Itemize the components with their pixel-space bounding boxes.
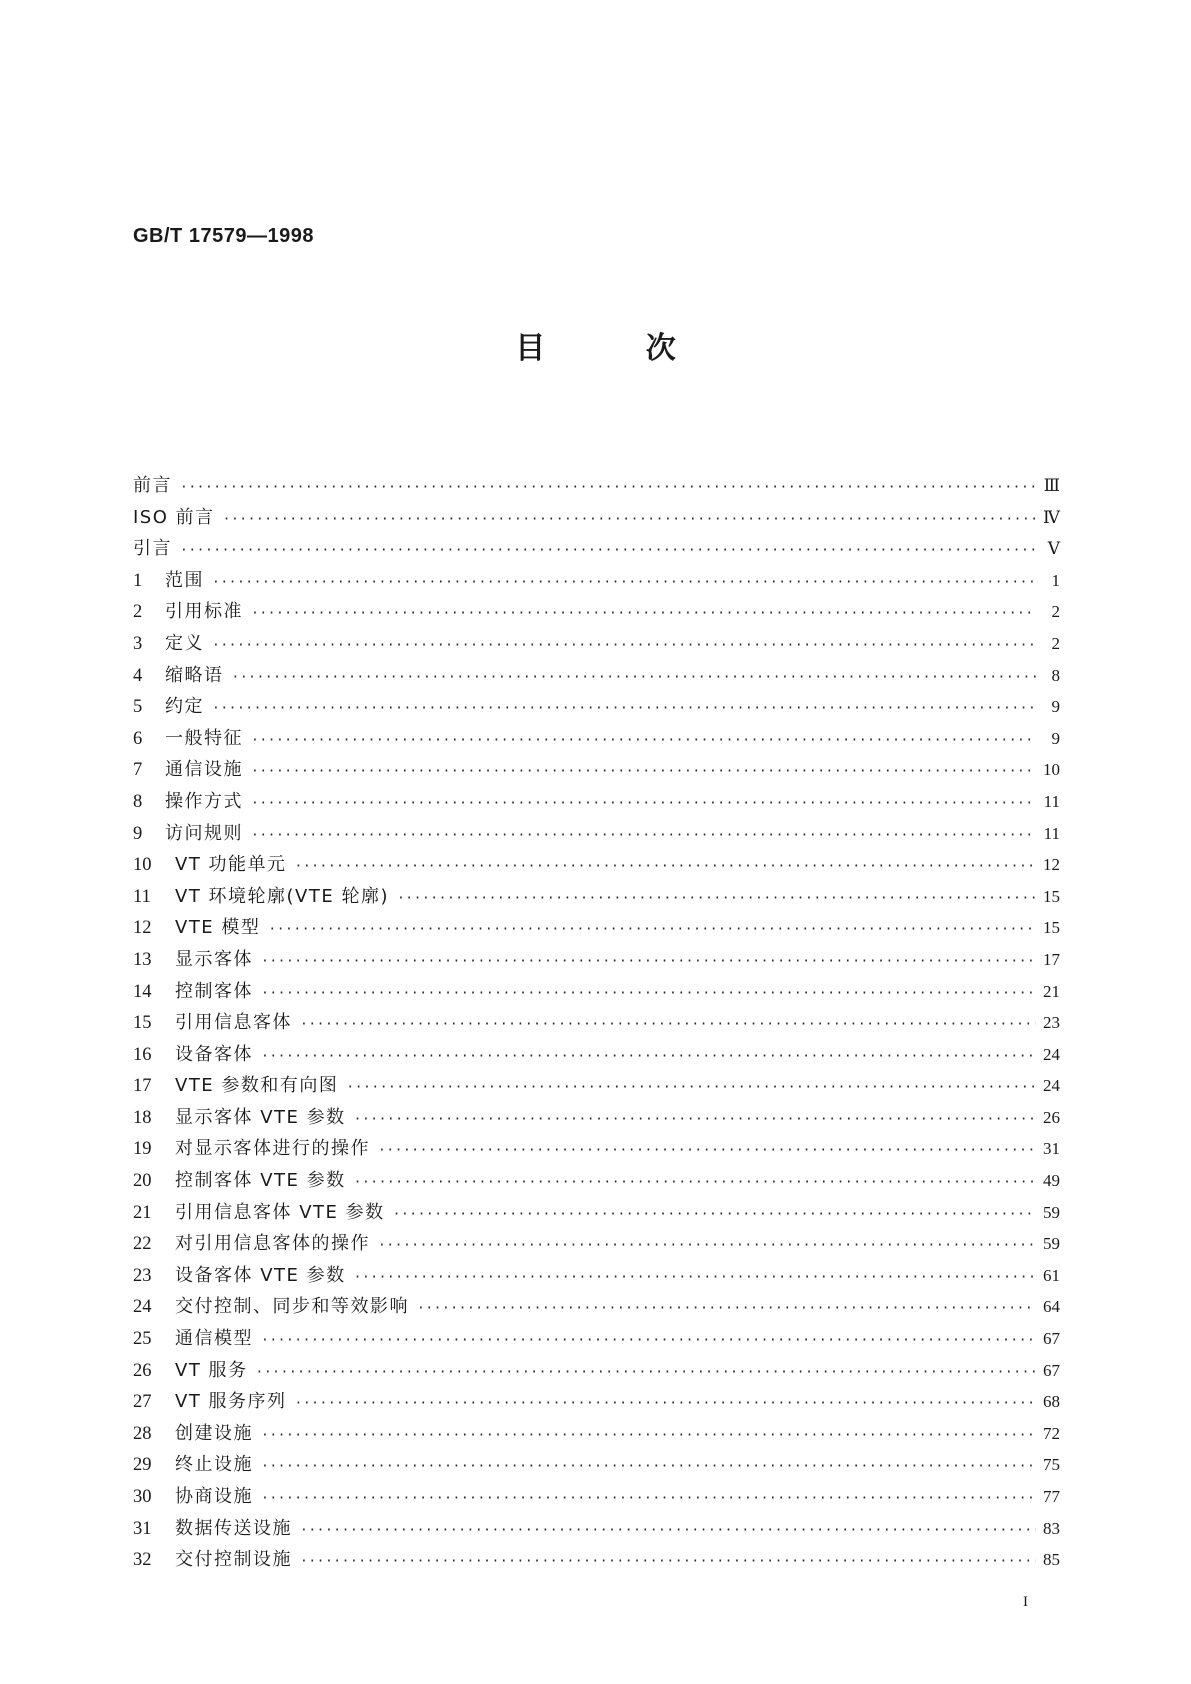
toc-entry-title: 引用标准 xyxy=(165,601,243,623)
toc-entry-page: 59 xyxy=(1043,1202,1060,1222)
toc-leader-dots xyxy=(378,1143,1036,1158)
toc-entry[interactable] xyxy=(133,1482,1060,1514)
toc-entry-number: 12 xyxy=(133,918,152,939)
toc-entry[interactable] xyxy=(133,882,1060,914)
toc-entry-page: 31 xyxy=(1043,1139,1060,1159)
toc-leader-dots xyxy=(397,891,1036,906)
toc-entry-title: 创建设施 xyxy=(175,1422,253,1444)
toc-entry-title: 终止设施 xyxy=(175,1454,253,1476)
toc-leader-dots xyxy=(393,1207,1036,1222)
toc-leader-dots xyxy=(268,922,1036,937)
toc-entry-page: 9 xyxy=(1051,697,1060,717)
toc-entry-title: VT 服务 xyxy=(175,1359,248,1381)
toc-entry-page: 85 xyxy=(1043,1550,1060,1570)
toc-entry-title: 交付控制设施 xyxy=(175,1549,292,1571)
toc-leader-dots xyxy=(354,1175,1036,1190)
toc-entry-number: 25 xyxy=(133,1329,152,1350)
toc-entry-page: 21 xyxy=(1043,981,1060,1001)
toc-entry-page: 10 xyxy=(1043,760,1060,780)
toc-entry-title: 控制客体 VTE 参数 xyxy=(175,1170,346,1192)
toc-entry-page: 67 xyxy=(1043,1360,1060,1380)
toc-entry-title: VT 服务序列 xyxy=(175,1391,287,1413)
toc-entry[interactable] xyxy=(133,1387,1060,1419)
toc-entry[interactable] xyxy=(133,503,1060,535)
toc-entry[interactable] xyxy=(133,661,1060,693)
toc-entry-number: 27 xyxy=(133,1392,152,1413)
toc-entry-title: 对显示客体进行的操作 xyxy=(175,1138,370,1160)
toc-entry-title: 一般特征 xyxy=(165,727,243,749)
toc-entry-page: 24 xyxy=(1043,1044,1060,1064)
toc-entry[interactable] xyxy=(133,787,1060,819)
toc-entry-number: 2 xyxy=(133,602,143,623)
toc-entry-number: 21 xyxy=(133,1202,152,1223)
toc-entry-title: 引用信息客体 VTE 参数 xyxy=(175,1201,385,1223)
toc-entry-title: VTE 模型 xyxy=(175,917,261,939)
toc-entry-page: 72 xyxy=(1043,1423,1060,1443)
toc-leader-dots xyxy=(261,1491,1036,1506)
toc-leader-dots xyxy=(180,480,1036,495)
toc-leader-dots xyxy=(346,1080,1036,1095)
toc-entry-page: 59 xyxy=(1043,1234,1060,1254)
toc-entry-number: 22 xyxy=(133,1234,152,1255)
toc-leader-dots xyxy=(300,1554,1036,1569)
toc-entry-number: 8 xyxy=(133,791,143,812)
toc-leader-dots xyxy=(261,1333,1036,1348)
toc-entry-number: 17 xyxy=(133,1076,152,1097)
page-number: I xyxy=(1023,1594,1028,1610)
toc-entry[interactable] xyxy=(133,1356,1060,1388)
toc-entry-title: 数据传送设施 xyxy=(175,1517,292,1539)
toc-entry-title: 通信模型 xyxy=(175,1328,253,1350)
toc-entry-number: 18 xyxy=(133,1107,152,1128)
toc-entry-number: 3 xyxy=(133,633,143,654)
toc-entry-number: 29 xyxy=(133,1455,152,1476)
toc-entry[interactable] xyxy=(133,534,1060,566)
toc-entry-title: 对引用信息客体的操作 xyxy=(175,1233,370,1255)
standard-code: GB/T 17579—1998 xyxy=(133,225,314,247)
toc-entry-title: 设备客体 xyxy=(175,1043,253,1065)
toc-entry-number: 14 xyxy=(133,981,152,1002)
toc-entry[interactable] xyxy=(133,755,1060,787)
toc-leader-dots xyxy=(232,670,1037,685)
toc-entry-page: 8 xyxy=(1051,665,1060,685)
toc-leader-dots xyxy=(180,543,1036,558)
toc-leader-dots xyxy=(212,701,1036,716)
toc-entry[interactable] xyxy=(133,945,1060,977)
toc-entry[interactable] xyxy=(133,1103,1060,1135)
toc-entry-page: 9 xyxy=(1051,728,1060,748)
toc-entry-number: 16 xyxy=(133,1044,152,1065)
toc-entry-title: VT 功能单元 xyxy=(175,854,287,876)
toc-entry-number: 5 xyxy=(133,697,143,718)
toc-leader-dots xyxy=(378,1238,1036,1253)
toc-entry-number: 30 xyxy=(133,1487,152,1507)
toc-entry-page: 24 xyxy=(1043,1076,1060,1096)
toc-entry-page: 64 xyxy=(1043,1297,1060,1317)
toc-entry-title: 显示客体 xyxy=(175,948,253,970)
toc-entry-page: 2 xyxy=(1051,633,1060,653)
toc-entry-number: 4 xyxy=(133,665,143,686)
toc-entry-number: 24 xyxy=(133,1297,152,1318)
toc-leader-dots xyxy=(295,859,1036,874)
toc-leader-dots xyxy=(354,1112,1036,1127)
toc-entry-page: 68 xyxy=(1043,1392,1060,1412)
toc-entry[interactable] xyxy=(133,692,1060,724)
toc-leader-dots xyxy=(251,796,1036,811)
toc-entry-page: Ⅴ xyxy=(1047,539,1060,559)
toc-entry[interactable] xyxy=(133,819,1060,851)
toc-entry[interactable] xyxy=(133,629,1060,661)
toc-entry-title: 通信设施 xyxy=(165,759,243,781)
toc-entry[interactable] xyxy=(133,1545,1060,1577)
toc-leader-dots xyxy=(251,606,1036,621)
toc-entry-number: 26 xyxy=(133,1360,152,1381)
toc-entry-title: 控制客体 xyxy=(175,980,253,1002)
toc-entry[interactable] xyxy=(133,1450,1060,1482)
toc-entry-number: 6 xyxy=(133,728,143,749)
toc-entry[interactable] xyxy=(133,1198,1060,1230)
toc-entry-page: Ⅲ xyxy=(1043,476,1060,495)
toc-entry-number: 15 xyxy=(133,1013,152,1034)
toc-entry-title: 显示客体 VTE 参数 xyxy=(175,1106,346,1128)
toc-entry-page: 77 xyxy=(1043,1487,1060,1506)
toc-entry-title: VT 环境轮廓(VTE 轮廓) xyxy=(175,885,389,907)
toc-entry-number: 20 xyxy=(133,1171,152,1192)
toc-entry-title: ISO 前言 xyxy=(133,506,215,528)
toc-entry[interactable] xyxy=(133,1008,1060,1040)
toc-entry[interactable] xyxy=(133,1229,1060,1261)
toc-leader-dots xyxy=(261,1049,1036,1064)
toc-entry-number: 19 xyxy=(133,1139,152,1160)
toc-entry[interactable] xyxy=(133,1292,1060,1324)
toc-entry-title: 定义 xyxy=(165,632,204,654)
toc-entry-number: 9 xyxy=(133,823,143,844)
toc-entry[interactable] xyxy=(133,1261,1060,1293)
toc-entry-page: 12 xyxy=(1043,855,1060,875)
toc-entry-title: 引言 xyxy=(133,538,172,560)
toc-entry-number: 23 xyxy=(133,1265,152,1286)
toc-entry[interactable] xyxy=(133,1071,1060,1103)
toc-entry-page: 11 xyxy=(1043,791,1060,811)
toc-entry-number: 13 xyxy=(133,949,152,970)
toc-leader-dots xyxy=(251,733,1036,748)
toc-entry-title: 操作方式 xyxy=(165,790,243,812)
toc-leader-dots xyxy=(417,1301,1036,1316)
toc-entry-number: 31 xyxy=(133,1518,152,1539)
toc-entry-page: 26 xyxy=(1043,1107,1060,1127)
toc-leader-dots xyxy=(261,1428,1036,1443)
toc-entry-number: 32 xyxy=(133,1550,152,1571)
toc-entry-page: 2 xyxy=(1051,602,1060,622)
toc-entry[interactable] xyxy=(133,566,1060,598)
toc-entry-title: 访问规则 xyxy=(165,822,243,844)
toc-leader-dots xyxy=(212,638,1036,653)
toc-entry[interactable] xyxy=(133,724,1060,756)
toc-entry[interactable] xyxy=(133,1166,1060,1198)
toc-entry-number: 11 xyxy=(133,886,151,907)
toc-entry[interactable] xyxy=(133,471,1060,503)
toc-entry-number: 7 xyxy=(133,760,143,781)
toc-entry[interactable] xyxy=(133,1514,1060,1546)
toc-entry-page: 15 xyxy=(1043,886,1060,906)
toc-leader-dots xyxy=(251,764,1036,779)
toc-entry-page: 49 xyxy=(1043,1171,1060,1191)
toc-entry-title: 引用信息客体 xyxy=(175,1012,292,1034)
toc-entry-title: 范围 xyxy=(165,569,204,591)
toc-entry-page: 17 xyxy=(1043,949,1060,969)
toc-leader-dots xyxy=(251,828,1036,843)
toc-leader-dots xyxy=(223,512,1036,527)
page-title: 目 次 xyxy=(515,331,676,366)
toc-entry[interactable] xyxy=(133,1134,1060,1166)
toc-entry-page: Ⅳ xyxy=(1043,507,1060,527)
toc-leader-dots xyxy=(256,1365,1036,1380)
toc-entry-title: 设备客体 VTE 参数 xyxy=(175,1264,346,1286)
toc-leader-dots xyxy=(261,954,1036,969)
toc-leader-dots xyxy=(261,1459,1036,1474)
table-of-contents xyxy=(133,471,1060,1577)
toc-entry-number: 28 xyxy=(133,1423,152,1444)
toc-entry-page: 67 xyxy=(1043,1329,1060,1349)
toc-entry-page: 15 xyxy=(1043,918,1060,938)
toc-entry[interactable] xyxy=(133,913,1060,945)
toc-entry[interactable] xyxy=(133,597,1060,629)
toc-entry-page: 83 xyxy=(1043,1518,1060,1538)
toc-entry[interactable] xyxy=(133,1040,1060,1072)
toc-leader-dots xyxy=(295,1396,1036,1411)
toc-entry-title: 协商设施 xyxy=(175,1486,253,1507)
toc-entry[interactable] xyxy=(133,977,1060,1009)
toc-entry[interactable] xyxy=(133,1324,1060,1356)
toc-leader-dots xyxy=(261,986,1036,1001)
toc-leader-dots xyxy=(354,1270,1036,1285)
toc-entry-page: 61 xyxy=(1043,1265,1060,1285)
toc-entry-page: 11 xyxy=(1043,823,1060,843)
toc-leader-dots xyxy=(300,1523,1036,1538)
toc-entry-page: 75 xyxy=(1043,1455,1060,1475)
toc-leader-dots xyxy=(300,1017,1036,1032)
toc-entry-title: 交付控制、同步和等效影响 xyxy=(175,1296,409,1318)
toc-entry-page: 23 xyxy=(1043,1013,1060,1033)
toc-entry-number: 1 xyxy=(133,570,143,591)
toc-entry-title: 缩略语 xyxy=(165,664,224,686)
toc-entry[interactable] xyxy=(133,1419,1060,1451)
toc-entry-title: 前言 xyxy=(133,475,172,496)
toc-entry-number: 10 xyxy=(133,855,152,876)
toc-entry-title: 约定 xyxy=(165,696,204,718)
toc-entry[interactable] xyxy=(133,850,1060,882)
toc-leader-dots xyxy=(212,575,1036,590)
toc-entry-title: VTE 参数和有向图 xyxy=(175,1075,339,1097)
toc-entry-page: 1 xyxy=(1051,570,1060,590)
